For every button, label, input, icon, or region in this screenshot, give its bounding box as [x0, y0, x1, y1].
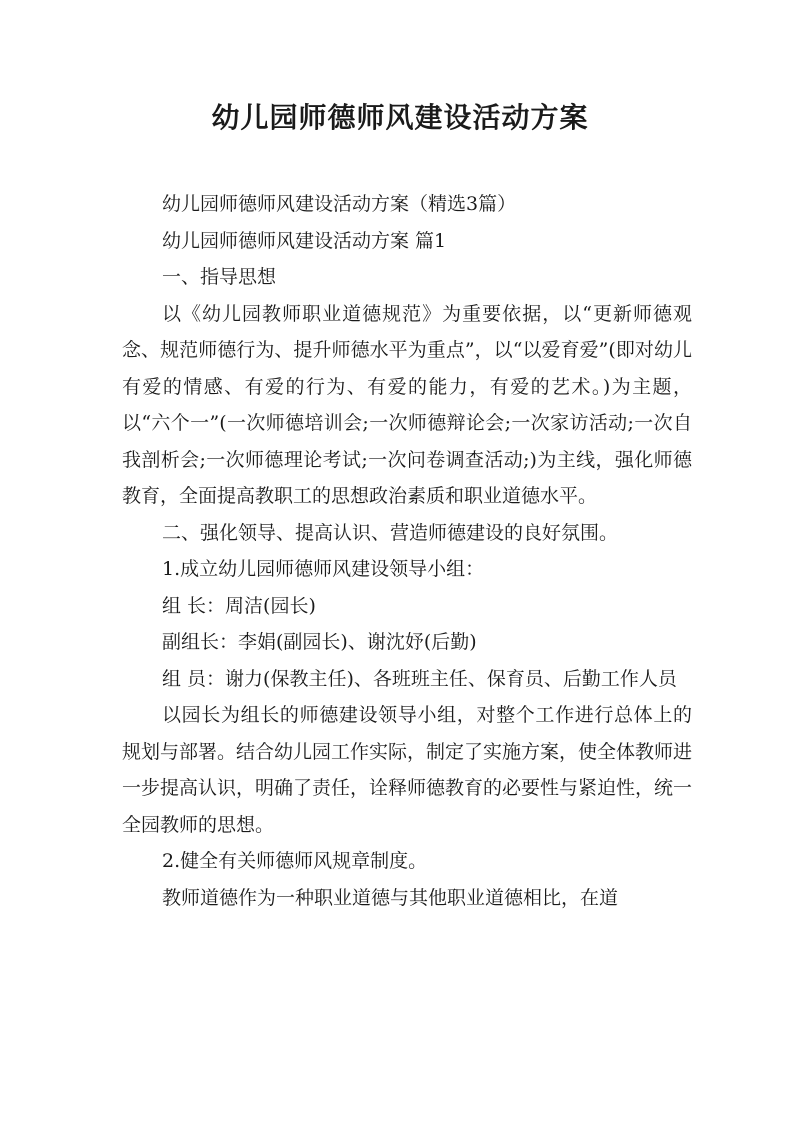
paragraph-item-regulations: 2.健全有关师德师风规章制度。	[162, 850, 428, 872]
paragraph-heading-leadership: 二、强化领导、提高认识、营造师德建设的良好氛围。	[162, 521, 619, 544]
paragraph-leadership-description: 以园长为组长的师德建设领导小组，对整个工作进行总体上的规划与部署。结合幼儿园工作实际，制定了实施方案，使全体教师进一步提高认识，明确了责任，诠释师德教育的必要性与紧迫性，统一全园教师的思想。	[122, 704, 693, 836]
paragraph-deputy-leader: 副组长：李娟(副园长)、谢沈妤(后勤)	[162, 631, 477, 653]
paragraph-item-leadership-group: 1.成立幼儿园师德师风建设领导小组：	[162, 558, 485, 580]
document-body	[122, 186, 692, 916]
paragraph-subtitle: 幼儿园师德师风建设活动方案（精选3篇）	[162, 193, 517, 215]
paragraph-teacher-ethics: 教师道德作为一种职业道德与其他职业道德相比，在道	[162, 886, 619, 909]
paragraph-group-members: 组 员：谢力(保教主任)、各班班主任、保育员、后勤工作人员	[162, 667, 677, 690]
paragraph-group-leader: 组 长：周洁(园长)	[162, 594, 316, 617]
document-title: 幼儿园师德师风建设活动方案	[211, 101, 589, 134]
paragraph-guiding-thought: 以《幼儿园教师职业道德规范》为重要依据，以“更新师德观念、规范师德行为、提升师德水平为重点”，以“以爱育爱”(即对幼儿有爱的情感、有爱的行为、有爱的能力，有爱的艺术。)为主题，以“六个一”(一次师德培训会;一次师德辩论会;一次家访活动;一次自我剖析会;一次师德理论考试;一次问卷调查活动;)为主线，强化师德教育，全面提高教职工的思想政治素质和职业道德水平。	[122, 302, 692, 507]
paragraph-heading-guiding-thought: 一、指导思想	[162, 266, 277, 288]
paragraph-section-heading: 幼儿园师德师风建设活动方案 篇1	[162, 229, 447, 252]
